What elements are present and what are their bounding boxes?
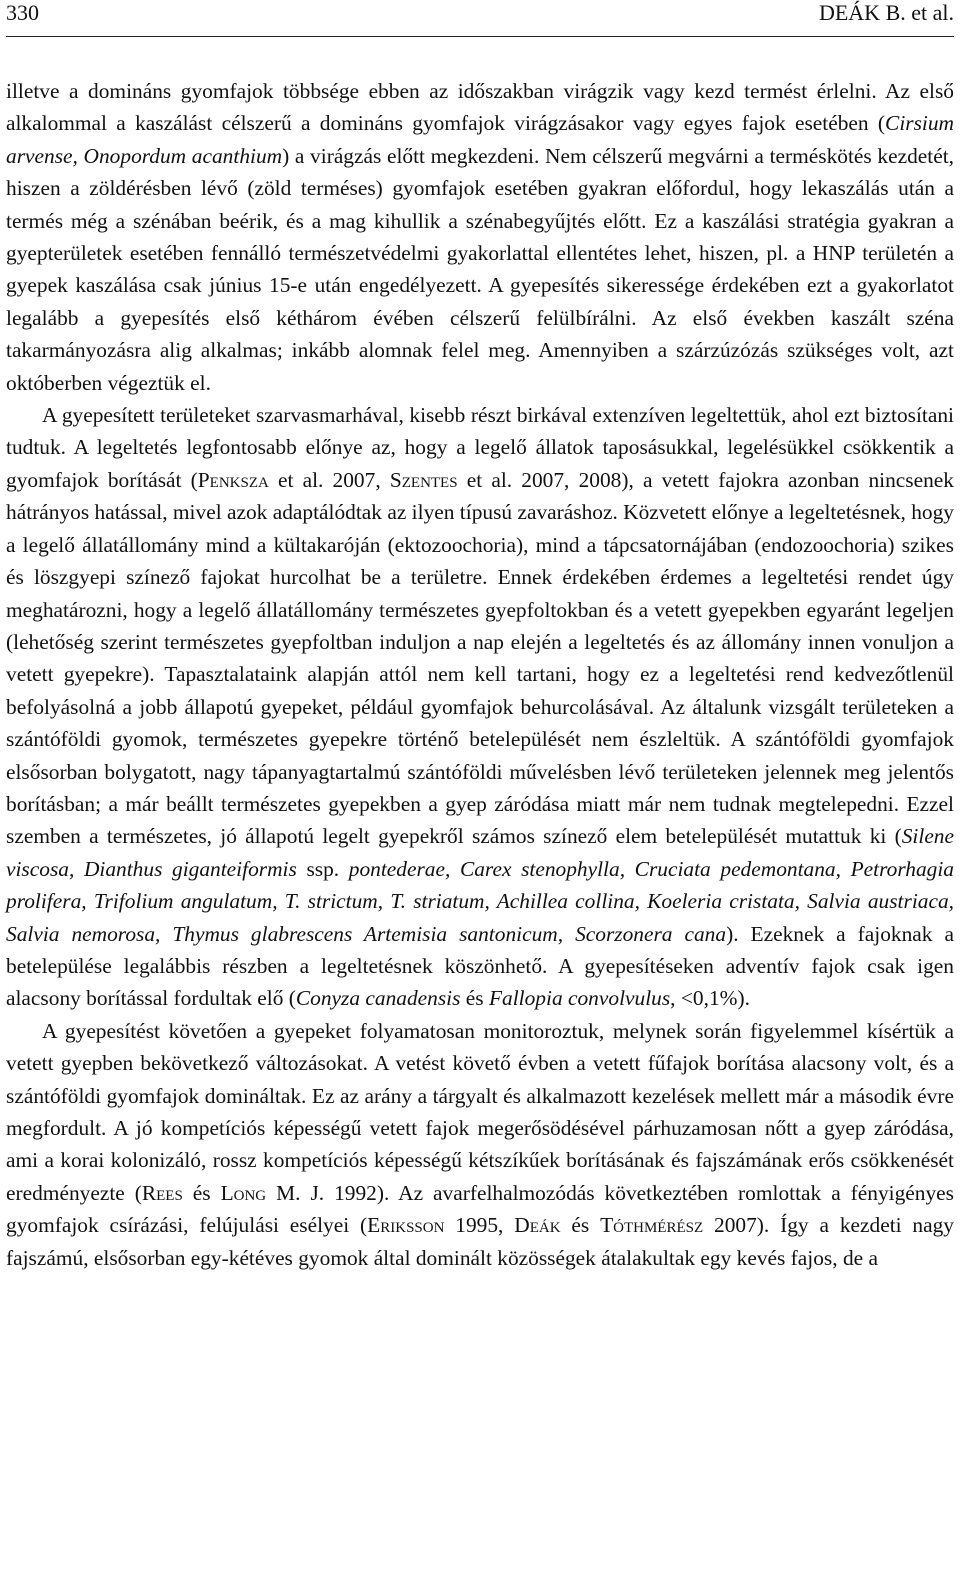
species-names: Conyza canadensis [295,986,461,1011]
running-head-rest: B. et al. [880,0,954,25]
citation-author: Tóthmérész [600,1213,704,1238]
text-run: ssp. [296,856,349,881]
citation-author: Rees [141,1180,183,1205]
text-run: és [560,1213,601,1238]
citation-author: Szentes [389,467,458,492]
species-names: Fallopia convolvulus [488,986,671,1011]
text-run: illetve a domináns gyomfajok többsége ebben az időszakban virágzik vagy kezd termést érlelni. Az első alkalommal a kaszálást célszerű a domináns gyomfajok virágzásakor vagy egyes fajok esetében ( [6,79,954,136]
text-run: A gyepesített területeket szarvasmarhával, kisebb részt birkával extenzíven legeltettük, ahol ezt biztosítani tudtuk. A legeltetés legfontosabb előnye az, hogy a legelő állatok taposásukkal, legelésükkel csökkentik a gyomfajok borítását ( [6,403,954,492]
paragraph-3 [6,1015,954,1274]
species-names: pontederae, Carex stenophylla, Cruciata pedemontana, Petrorhagia prolifera, Trifolium angulatum, T. strictum, T. striatum, Achillea collina, Koeleria cristata, Salvia austriaca, Salvia nemorosa, Thymus glabrescens Artemisia santonicum, Scorzonera cana [6,856,954,946]
running-head [819,0,954,26]
citation-author: Eriksson [367,1213,445,1238]
text-run: ). Ezeknek a fajoknak a betelepülése legalábbis részben a legeltetésnek köszönhető. A gyepesítéseken adventív fajok csak igen alacsony borítással fordultak elő ( [6,921,954,1011]
text-run: és [182,1180,221,1205]
text-run: és [460,986,489,1011]
page-number: 330 [6,0,39,25]
running-head-author: DEÁK [818,0,881,25]
body-text [6,75,954,1274]
page-header [6,0,954,37]
text-run: , <0,1%). [670,986,750,1011]
species-names: Silene viscosa, Dianthus giganteiformis [6,824,954,881]
text-run: A gyepesítést követően a gyepeket folyamatosan monitoroztuk, melynek során figyelemmel kísértük a vetett gyepben bekövetkező változásokat. A vetést követő évben a vetett fűfajok borítása alacsony volt, és a szántóföldi gyomfajok domináltak. Ez az arány a tárgyalt és alkalmazott kezelések mellett már a második évre megfordult. A jó kompetíciós képességű vetett fajok megerősödésével párhuzamosan nőtt a gyep záródása, ami a korai kolonizáló, rossz kompetíciós képességű kétszíkűek borításának és fajszámának erős csökkenését eredményezte ( [6,1018,954,1205]
species-names: Cirsium arvense, Onopordum acanthium [6,111,954,168]
citation-author: Long [220,1180,267,1205]
text-run: et al. 2007, [268,467,390,492]
text-run: 1995, [444,1213,515,1238]
citation-author: Deák [514,1213,561,1238]
paragraph-1 [6,75,954,399]
citation-author: Penksza [197,467,269,492]
text-run: M. J. 1992). Az avarfelhalmozódás következtében romlottak a fényigényes gyomfajok csírázási, felújulási esélyei ( [6,1180,955,1238]
text-run: et al. 2007, 2008), a vetett fajokra azonban nincsenek hátrányos hatással, mivel azok adaptálódtak az ilyen típusú zavaráshoz. Közvetett előnye a legeltetésnek, hogy a legelő állatállomány mind a kültakaróján (ektozoochoria), mind a tápcsatornájában (endozoochoria) szikes és löszgyepi színező fajokat hurcolhat be a területre. Ennek érdekében érdemes a legeltetési rendet úgy meghatározni, hogy a legelő állatállomány természetes gyepfoltokban és a vetett gyepekben egyaránt legeljen (lehetőség szerint természetes gyepfoltban induljon a nap elején a legeltetés és az állomány innen vonuljon a vetett gyepekre). Tapasztalataink alapján attól nem kell tartani, hogy ez a legeltetési rend kedvezőtlenül befolyásolná a jobb állapotú gyepeket, például gyomfajok behurcolásával. Az általunk vizsgált területeken a szántóföldi gyomok, természetes gyepekre történő betelepülését nem észleltük. A szántóföldi gyomfajok elsősorban bolygatott, nagy tápanyagtartalmú szántóföldi művelésben lévő területeken jelennek meg jelentős borításban; a már beállt természetes gyepekben a gyep záródása miatt már nem tudnak megtelepedni. Ezzel szemben a természetes, jó állapotú legelt gyepekről számos színező elem betelepülését mutattuk ki ( [6,467,954,849]
paragraph-2 [6,399,954,1015]
text-run: 2007). Így a kezdeti nagy fajszámú, elsősorban egy-kétéves gyomok által dominált közösségek átalakultak egy kevés fajos, de a [6,1213,955,1270]
text-run: ) a virágzás előtt megkezdeni. Nem célszerű megvárni a terméskötés kezdetét, hiszen a zöldérésben lévő (zöld terméses) gyomfajok esetében gyakran előfordul, hogy lekaszálás után a termés még a szénában beérik, és a mag kihullik a szénabegyűjtés előtt. Ez a kaszálási stratégia gyakran a gyepterületek esetében fennálló természetvédelmi gyakorlattal ellentétes lehet, hiszen, pl. a HNP területén a gyepek kaszálása csak június 15-e után engedélyezett. A gyepesítés sikeressége érdekében ezt a gyakorlatot legalább a gyepesítés első kéthárom évében célszerű felülbírálni. Az első években kaszált széna takarmányozásra alig alkalmas; inkább alomnak felel meg. Amennyiben a szárzúzózás szükséges volt, azt októberben végeztük el. [6,143,955,395]
